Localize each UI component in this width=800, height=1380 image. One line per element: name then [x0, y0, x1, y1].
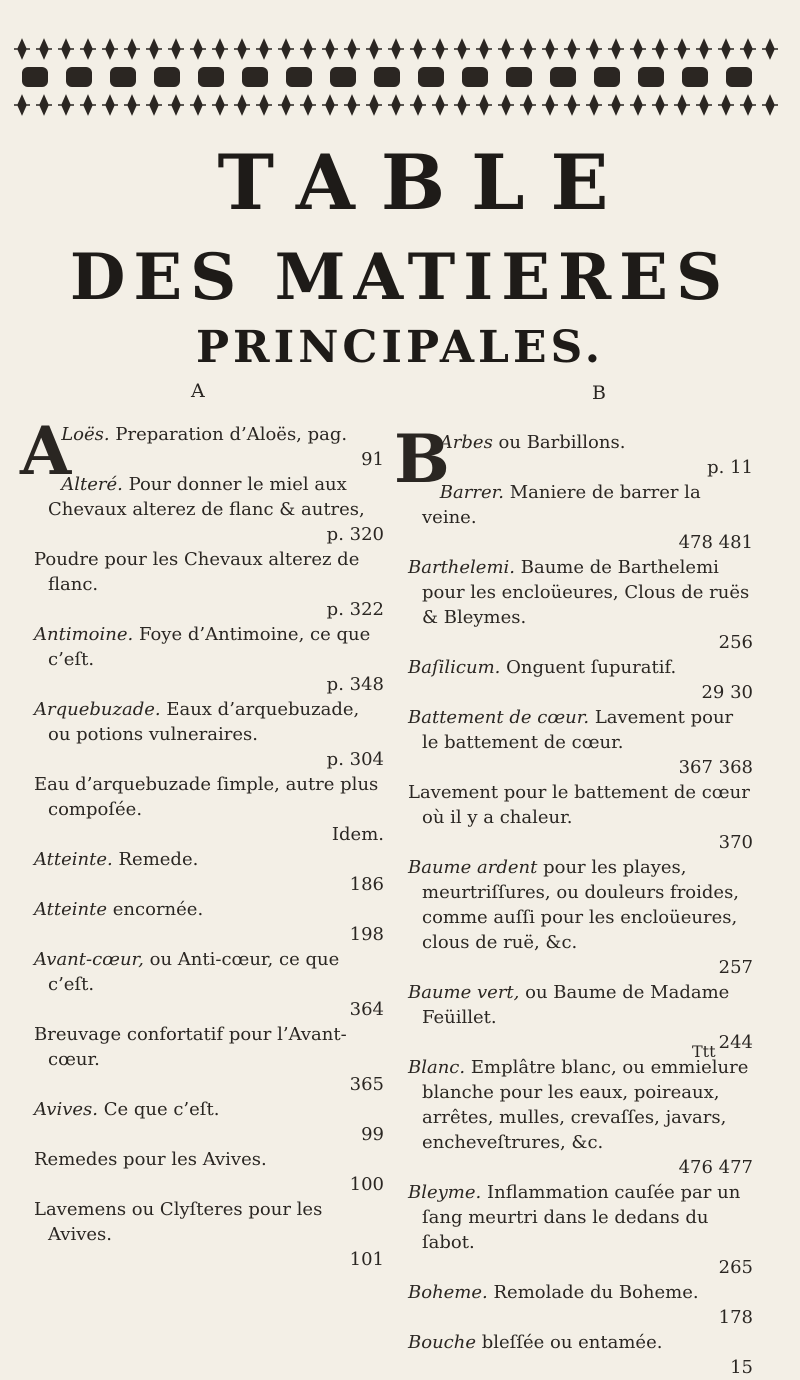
entry-text: Eau d’arquebuzade ſimple, autre plus compoſée.	[34, 774, 379, 820]
entry-text: ou Baume de Madame Feüillet.	[422, 982, 730, 1028]
index-entry	[34, 697, 384, 772]
ornament-fleuron	[388, 40, 404, 58]
ornament-fleuron	[80, 96, 96, 114]
ornament-fleuron	[22, 67, 48, 87]
ornament-fleuron	[168, 40, 184, 58]
ornament-fleuron	[300, 40, 316, 58]
title-line-2: DES MATIERES	[69, 240, 731, 315]
ornament-fleuron	[234, 96, 250, 114]
entry-text: Foye d’Antimoine, ce que c’eſt.	[48, 624, 371, 670]
index-entry	[34, 622, 384, 697]
drop-cap: B	[394, 420, 450, 498]
ornament-fleuron	[242, 67, 268, 87]
entry-page: 198	[349, 924, 384, 945]
ornament-fleuron	[476, 40, 492, 58]
ornament-fleuron	[102, 96, 118, 114]
ornament-fleuron	[278, 96, 294, 114]
entry-text: Preparation d’Aloës, pag.	[115, 424, 348, 445]
index-entry	[34, 472, 384, 547]
entry-term: Boheme.	[408, 1282, 488, 1303]
entry-term: Atteinte	[34, 899, 108, 920]
section-letter-b: B	[592, 382, 606, 404]
entry-page: 186	[349, 874, 384, 895]
ornament-fleuron	[388, 96, 404, 114]
entry-text: Pour donner le miel aux Chevaux alterez de flanc & autres,	[48, 474, 365, 520]
entry-term: Bleyme.	[408, 1182, 482, 1203]
index-entry	[408, 1330, 753, 1380]
ornament-fleuron	[322, 96, 338, 114]
ornament-fleuron	[696, 96, 712, 114]
ornament-fleuron	[462, 67, 488, 87]
ornament-fleuron	[476, 96, 492, 114]
entry-text: Remedes pour les Avives.	[34, 1149, 267, 1170]
index-entry	[34, 897, 384, 947]
ornament-fleuron	[198, 67, 224, 87]
entry-term: Blanc.	[408, 1057, 466, 1078]
ornament-fleuron	[762, 96, 778, 114]
entry-page: 15	[730, 1357, 753, 1378]
entry-text: bleſſée ou entamée.	[481, 1332, 663, 1353]
entry-text: ou Barbillons.	[498, 432, 626, 453]
ornament-fleuron	[652, 96, 668, 114]
entry-text: Breuvage confortatif pour l’Avant-cœur.	[34, 1024, 347, 1070]
entry-text: Remede.	[118, 849, 199, 870]
ornament-fleuron	[586, 96, 602, 114]
ornament-fleuron	[146, 40, 162, 58]
title-line-1: TABLE	[217, 138, 635, 227]
section-letter-a: A	[191, 380, 205, 402]
drop-cap: A	[20, 412, 72, 490]
index-entry	[408, 555, 753, 655]
index-entry	[408, 855, 753, 980]
entry-page: 91	[361, 449, 384, 470]
entry-text: Inflammation cauſée par un ſang meurtri dans le dedans du ſabot.	[422, 1182, 741, 1253]
entry-page: Idem.	[331, 824, 384, 845]
entry-term: Bouche	[408, 1332, 476, 1353]
entry-text: Lavement pour le battement de cœur.	[422, 707, 734, 753]
ornament-fleuron	[66, 67, 92, 87]
index-entry	[34, 1147, 384, 1197]
ornament-band	[12, 35, 782, 123]
entry-term: Loës.	[61, 424, 110, 445]
index-entry	[34, 1022, 384, 1097]
ornament-fleuron	[344, 96, 360, 114]
entry-text: encornée.	[112, 899, 204, 920]
entry-term: Antimoine.	[34, 624, 134, 645]
ornament-fleuron	[432, 40, 448, 58]
ornament-fleuron	[374, 67, 400, 87]
ornament-fleuron	[674, 40, 690, 58]
ornament-fleuron	[14, 40, 30, 58]
entry-text: Remolade du Boheme.	[493, 1282, 699, 1303]
index-entry	[34, 547, 384, 622]
ornament-fleuron	[454, 96, 470, 114]
ornament-fleuron	[740, 96, 756, 114]
ornament-fleuron	[506, 67, 532, 87]
ornament-fleuron	[322, 40, 338, 58]
ornament-fleuron	[58, 40, 74, 58]
entry-page: 364	[349, 999, 384, 1020]
entry-text: pour les playes, meurtriſſures, ou douleurs froides, comme auſſi pour les encloüeures, clous de ruë, &c.	[422, 857, 740, 953]
ornament-fleuron	[608, 40, 624, 58]
ornament-fleuron	[410, 40, 426, 58]
ornament-fleuron	[80, 40, 96, 58]
catchword: Ttt	[692, 1042, 716, 1061]
ornament-fleuron	[110, 67, 136, 87]
index-entry	[34, 772, 384, 847]
ornament-fleuron	[366, 40, 382, 58]
entry-term: Baume vert,	[408, 982, 520, 1003]
ornament-fleuron	[520, 40, 536, 58]
entry-term: Arbes	[439, 432, 493, 453]
index-entry	[408, 1280, 753, 1330]
entry-term: Alteré.	[61, 474, 123, 495]
ornament-fleuron	[286, 67, 312, 87]
index-entry	[34, 1097, 384, 1147]
ornament-fleuron	[550, 67, 576, 87]
ornament-fleuron	[168, 96, 184, 114]
ornament-fleuron	[454, 40, 470, 58]
ornament-fleuron	[762, 40, 778, 58]
entry-text: Eaux d’arquebuzade, ou potions vulneraires.	[48, 699, 360, 745]
ornament-fleuron	[696, 40, 712, 58]
index-entry	[34, 1197, 384, 1272]
ornament-fleuron	[14, 96, 30, 114]
entry-page: 370	[718, 832, 753, 853]
ornament-fleuron	[36, 96, 52, 114]
ornament-fleuron	[154, 67, 180, 87]
ornament-fleuron	[564, 40, 580, 58]
entry-term: Atteinte.	[34, 849, 113, 870]
entry-term: Avives.	[34, 1099, 98, 1120]
entry-page: 100	[349, 1174, 384, 1195]
entry-page: 101	[349, 1249, 384, 1270]
column-b	[394, 420, 753, 1380]
ornament-fleuron	[418, 67, 444, 87]
entry-page: 478 481	[678, 532, 753, 553]
ornament-fleuron	[740, 40, 756, 58]
entry-page: 256	[718, 632, 753, 653]
entry-text: Maniere de barrer la veine.	[422, 482, 701, 528]
entry-term: Arquebuzade.	[34, 699, 161, 720]
entry-page: 178	[718, 1307, 753, 1328]
ornament-fleuron	[212, 96, 228, 114]
ornament-fleuron	[718, 96, 734, 114]
entry-text: Lavement pour le battement de cœur où il y a chaleur.	[408, 782, 750, 828]
ornament-fleuron	[344, 40, 360, 58]
entry-term: Baume ardent	[408, 857, 538, 878]
entry-page: p. 348	[326, 674, 384, 695]
ornament-fleuron	[498, 96, 514, 114]
entry-term: Baſilicum.	[408, 657, 501, 678]
entry-term: Barrer.	[439, 482, 504, 503]
entry-page: p. 320	[326, 524, 384, 545]
index-entry	[408, 705, 753, 780]
entry-text: Lavemens ou Clyſteres pour les Avives.	[34, 1199, 323, 1245]
ornament-fleuron	[124, 96, 140, 114]
column-a	[20, 412, 384, 1272]
entry-page: 367 368	[678, 757, 753, 778]
ornament-fleuron	[498, 40, 514, 58]
ornament-fleuron	[234, 40, 250, 58]
index-entry	[408, 1055, 753, 1180]
ornament-fleuron	[586, 40, 602, 58]
ornament-fleuron	[366, 96, 382, 114]
entry-text: Emplâtre blanc, ou emmielure blanche pour les eaux, poireaux, arrêtes, mulles, crevaſſes, javars, encheveſtrures, &c.	[422, 1057, 749, 1153]
ornament-fleuron	[520, 96, 536, 114]
index-entry	[408, 780, 753, 855]
ornament-fleuron	[718, 40, 734, 58]
ornament-fleuron	[542, 40, 558, 58]
entry-page: 99	[361, 1124, 384, 1145]
ornament-fleuron	[726, 67, 752, 87]
ornament-fleuron	[256, 96, 272, 114]
ornament-fleuron	[190, 40, 206, 58]
ornament-fleuron	[212, 40, 228, 58]
index-entry	[34, 947, 384, 1022]
ornament-fleuron	[190, 96, 206, 114]
ornament-fleuron	[58, 96, 74, 114]
entry-text: ou Anti-cœur, ce que c’eſt.	[48, 949, 340, 995]
ornament-fleuron	[674, 96, 690, 114]
entry-text: Onguent ſupuratif.	[506, 657, 677, 678]
entry-page: p. 322	[326, 599, 384, 620]
entry-term: Barthelemi.	[408, 557, 515, 578]
entry-text: Poudre pour les Chevaux alterez de flanc.	[34, 549, 360, 595]
ornament-fleuron	[564, 96, 580, 114]
entry-page: 265	[718, 1257, 753, 1278]
index-entry	[408, 655, 753, 705]
ornament-fleuron	[300, 96, 316, 114]
ornament-fleuron	[330, 67, 356, 87]
ornament-fleuron	[608, 96, 624, 114]
ornament-fleuron	[682, 67, 708, 87]
ornament-fleuron	[432, 96, 448, 114]
index-entry	[34, 847, 384, 897]
entry-text: Ce que c’eſt.	[103, 1099, 220, 1120]
ornament-fleuron	[410, 96, 426, 114]
ornament-fleuron	[542, 96, 558, 114]
entry-page: p. 304	[326, 749, 384, 770]
entry-page: 244	[718, 1032, 753, 1053]
entry-page: p. 11	[707, 457, 753, 478]
ornament-fleuron	[124, 40, 140, 58]
index-entry	[408, 1180, 753, 1280]
ornament-fleuron	[146, 96, 162, 114]
title-line-3: PRINCIPALES.	[195, 322, 605, 373]
ornament-fleuron	[630, 40, 646, 58]
ornament-fleuron	[36, 40, 52, 58]
ornament-fleuron	[256, 40, 272, 58]
ornament-fleuron	[102, 40, 118, 58]
entry-page: 476 477	[678, 1157, 753, 1178]
entry-term: Battement de cœur.	[408, 707, 590, 728]
entry-term: Avant-cœur,	[34, 949, 144, 970]
entry-text: Baume de Barthelemi pour les encloüeures, Clous de ruës & Bleymes.	[422, 557, 750, 628]
entry-page: 29 30	[701, 682, 753, 703]
ornament-fleuron	[278, 40, 294, 58]
index-entry	[408, 480, 753, 555]
entry-page: 365	[349, 1074, 384, 1095]
ornament-fleuron	[652, 40, 668, 58]
ornament-fleuron	[638, 67, 664, 87]
ornament-fleuron	[594, 67, 620, 87]
entry-page: 257	[718, 957, 753, 978]
ornament-fleuron	[630, 96, 646, 114]
